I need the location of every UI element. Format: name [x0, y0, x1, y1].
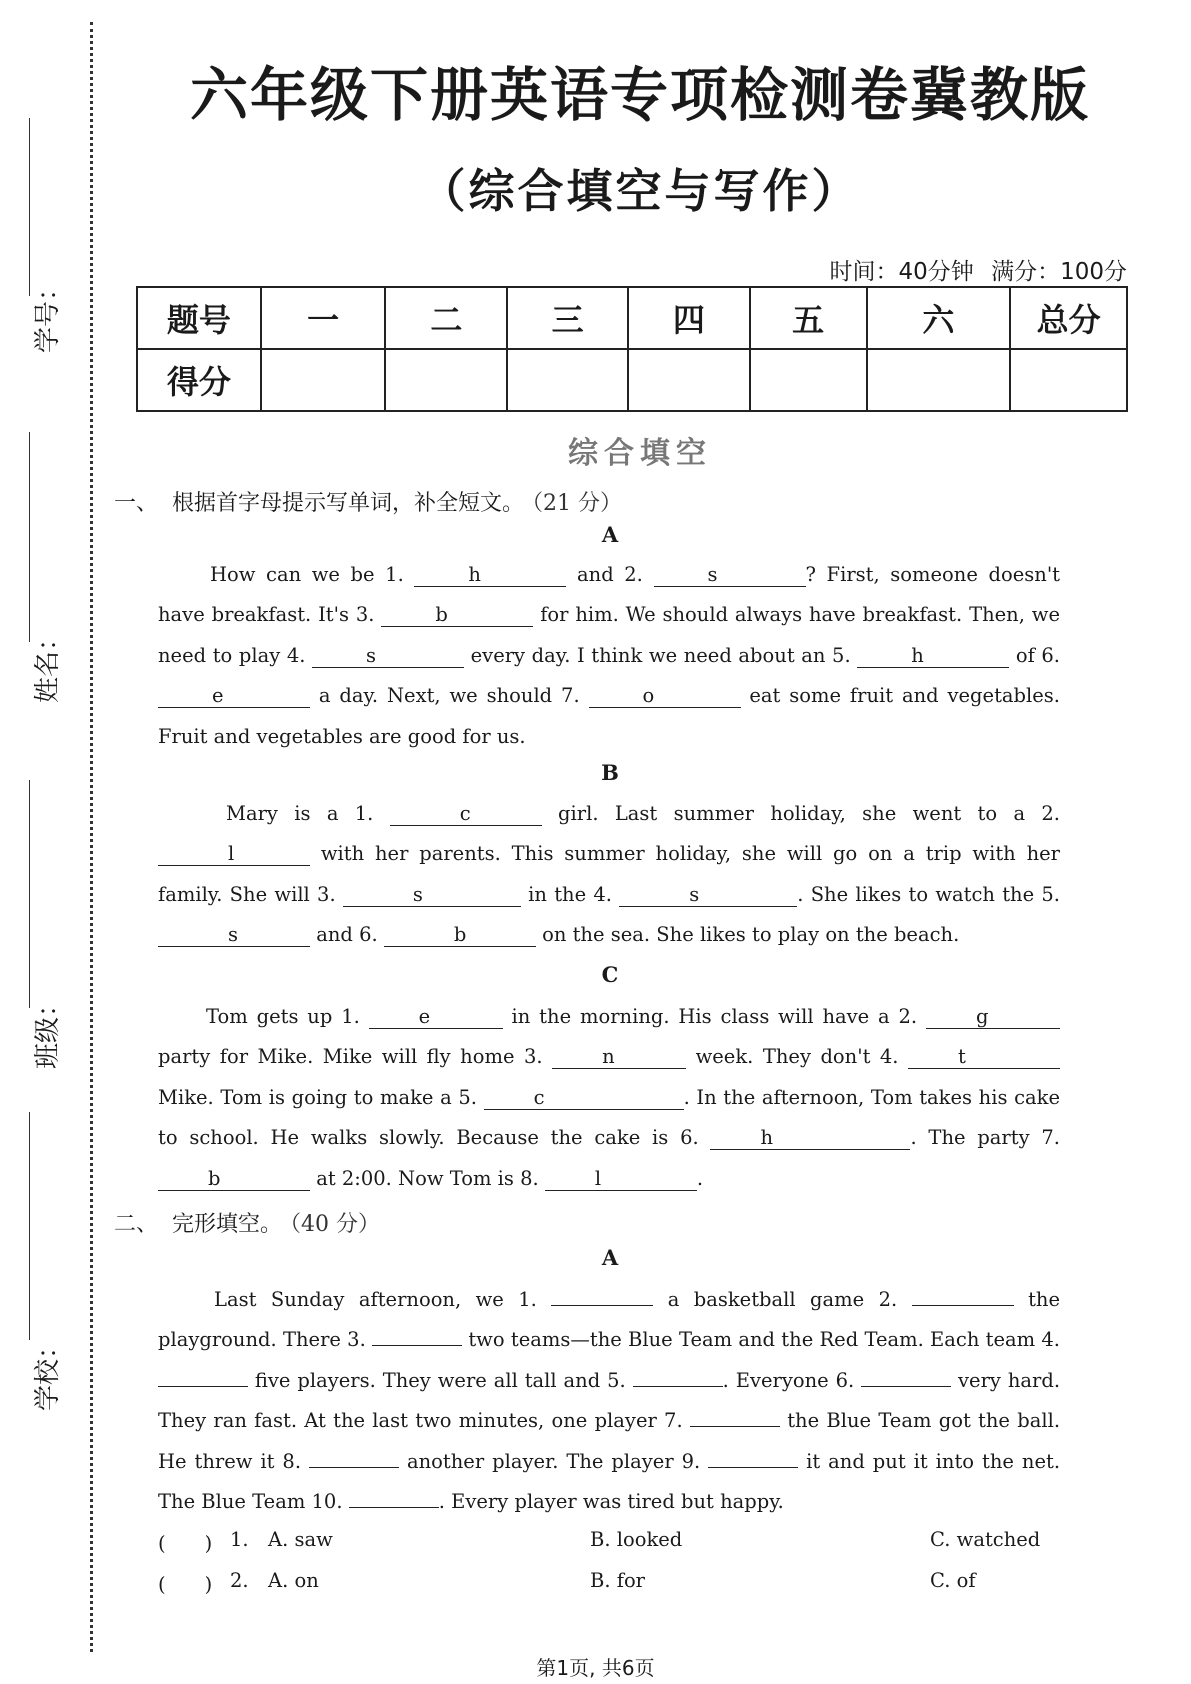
- name-label: 姓名：: [33, 624, 63, 703]
- choice-number: 2.: [230, 1569, 249, 1592]
- blank-1b-3[interactable]: s: [343, 884, 521, 907]
- cloze-blank-10[interactable]: [349, 1507, 439, 1508]
- passage-text: with her parents. This summer holiday, she will go on a trip with her family. She will 3.: [158, 842, 1060, 906]
- passage-text: . Everyone 6.: [722, 1368, 855, 1392]
- passage-text: Mike. Tom is going to make a 5.: [158, 1085, 477, 1109]
- passage-text: at 2:00. Now Tom is 8.: [316, 1166, 539, 1190]
- score-cell[interactable]: [385, 349, 507, 411]
- student-id-line: [29, 118, 30, 296]
- passage-text: on the sea. She likes to play on the beach.: [542, 923, 960, 947]
- passage-1b: [158, 794, 1060, 956]
- blank-1a-7[interactable]: o: [589, 685, 741, 708]
- class-line: [29, 780, 30, 1008]
- passage-text: eat some fruit and vegetables. Fruit and vegetables are good for us.: [158, 684, 1060, 748]
- blank-1a-1[interactable]: h: [414, 564, 566, 587]
- question-points: （21 分）: [532, 491, 623, 516]
- passage-text: the Blue Team got the ball. He threw it 8.: [158, 1409, 1061, 1473]
- passage-text: Mary is a 1.: [226, 802, 374, 825]
- cloze-blank-6[interactable]: [861, 1386, 951, 1387]
- score-table-header-row: [137, 287, 1127, 349]
- blank-1c-8[interactable]: l: [545, 1168, 697, 1191]
- question-instruction: 完形填空。: [172, 1212, 283, 1237]
- score-table-score-row: [137, 349, 1127, 411]
- blank-1c-1[interactable]: e: [369, 1006, 503, 1029]
- blank-1a-3[interactable]: b: [381, 604, 533, 627]
- header-cell: 六: [867, 287, 1011, 349]
- passage-2a: [158, 1280, 1060, 1522]
- full-score: 满分：100分: [991, 259, 1127, 285]
- passage-text: a basketball game 2.: [667, 1288, 898, 1311]
- blank-1a-2[interactable]: s: [654, 564, 806, 587]
- passage-text: . The party 7.: [910, 1126, 1060, 1150]
- question-1-title: [114, 486, 622, 517]
- question-points: （40 分）: [290, 1212, 381, 1237]
- blank-1c-4[interactable]: t: [908, 1046, 1060, 1069]
- option-b[interactable]: B. for: [590, 1569, 646, 1592]
- passage-text: it and put it into the net. The Blue Team 10.: [158, 1449, 1061, 1514]
- page-subtitle: （综合填空与写作）: [419, 164, 861, 218]
- score-cell[interactable]: [628, 349, 750, 411]
- passage-text: Tom gets up 1.: [206, 1005, 360, 1028]
- option-a[interactable]: A. on: [268, 1569, 319, 1592]
- header-cell: 题号: [137, 287, 261, 349]
- cloze-blank-9[interactable]: [708, 1467, 798, 1468]
- passage-text: Last Sunday afternoon, we 1.: [214, 1288, 537, 1311]
- question-number: 二、: [114, 1212, 159, 1237]
- passage-text: every day. I think we need about an 5.: [470, 643, 851, 667]
- cloze-blank-3[interactable]: [372, 1345, 462, 1346]
- binding-margin: [0, 0, 100, 1684]
- choice-options: [158, 1528, 1058, 1610]
- page-title: 六年级下册英语专项检测卷冀教版: [189, 61, 1090, 129]
- cloze-blank-4[interactable]: [158, 1386, 248, 1387]
- passage-text: How can we be 1.: [210, 563, 404, 586]
- option-b[interactable]: B. looked: [590, 1528, 683, 1551]
- passage-text: a day. Next, we should 7.: [318, 684, 580, 708]
- choice-row-2: [158, 1569, 1058, 1610]
- passage-text: and 6.: [316, 923, 378, 947]
- cloze-blank-7[interactable]: [690, 1426, 780, 1427]
- blank-1b-1[interactable]: c: [390, 803, 542, 826]
- passage-text: and 2.: [577, 563, 643, 586]
- blank-1b-6[interactable]: b: [384, 924, 536, 947]
- name-line: [29, 432, 30, 642]
- option-a[interactable]: A. saw: [268, 1528, 333, 1551]
- answer-bracket[interactable]: ( ): [158, 1573, 213, 1596]
- score-cell[interactable]: [750, 349, 867, 411]
- passage-text: of 6.: [1015, 643, 1060, 667]
- school-line: [29, 1112, 30, 1340]
- score-cell[interactable]: [1010, 349, 1127, 411]
- blank-1b-2[interactable]: l: [158, 843, 310, 866]
- passage-text: .: [696, 1166, 704, 1190]
- cloze-blank-5[interactable]: [633, 1386, 723, 1387]
- header-cell: 一: [261, 287, 386, 349]
- blank-1c-2[interactable]: g: [926, 1006, 1060, 1029]
- time-limit: 时间：40分钟: [829, 259, 974, 285]
- question-instruction: 根据首字母提示写单词，补全短文。: [172, 491, 525, 516]
- question-2-title: [114, 1207, 380, 1238]
- passage-label-1b: B: [601, 760, 619, 785]
- header-cell: 总分: [1010, 287, 1127, 349]
- blank-1a-5[interactable]: h: [857, 645, 1009, 668]
- header-cell: 二: [385, 287, 507, 349]
- choice-row-1: [158, 1528, 1058, 1569]
- blank-1a-4[interactable]: s: [312, 645, 464, 668]
- student-id-label: 学号：: [33, 274, 63, 353]
- passage-text: another player. The player 9.: [406, 1449, 701, 1473]
- blank-1c-5[interactable]: c: [484, 1087, 684, 1110]
- score-cell[interactable]: [867, 349, 1011, 411]
- exam-meta: [820, 253, 1128, 286]
- score-cell[interactable]: [261, 349, 386, 411]
- blank-1c-6[interactable]: h: [710, 1127, 910, 1150]
- passage-text: in the morning. His class will have a 2.: [511, 1005, 918, 1028]
- choice-number: 1.: [230, 1528, 249, 1551]
- passage-text: the playground. There 3.: [158, 1288, 1060, 1352]
- passage-1c: [158, 997, 1060, 1199]
- blank-1c-3[interactable]: n: [552, 1046, 686, 1069]
- question-number: 一、: [114, 491, 159, 516]
- score-table: [136, 286, 1128, 412]
- passage-text: ? First, someone doesn't have breakfast. It's 3.: [158, 563, 1061, 627]
- blank-1b-5[interactable]: s: [158, 924, 310, 947]
- blank-1b-4[interactable]: s: [619, 884, 797, 907]
- school-label: 学校：: [33, 1332, 63, 1411]
- blank-1c-7[interactable]: b: [158, 1168, 310, 1191]
- passage-text: . Every player was tired but happy.: [438, 1490, 784, 1514]
- score-row-label: 得分: [137, 349, 261, 411]
- passage-label-1a: A: [601, 522, 619, 547]
- passage-1a: [158, 555, 1060, 757]
- passage-text: girl. Last summer holiday, she went to a 2.: [558, 802, 1061, 825]
- header-cell: 三: [507, 287, 628, 349]
- passage-label-1c: C: [601, 962, 619, 987]
- passage-text: . In the afternoon, Tom takes his cake to school. He walks slowly. Because the cake is 6.: [158, 1085, 1060, 1150]
- cloze-blank-8[interactable]: [309, 1467, 399, 1468]
- passage-label-2a: A: [601, 1245, 619, 1270]
- section-heading: 综合填空: [568, 436, 712, 471]
- header-cell: 四: [628, 287, 750, 349]
- header-cell: 五: [750, 287, 867, 349]
- passage-text: for him. We should always have breakfast. Then, we need to play 4.: [158, 603, 1061, 667]
- passage-text: week. They don't 4.: [695, 1045, 899, 1069]
- passage-text: five players. They were all tall and 5.: [254, 1368, 626, 1392]
- binding-dotted-line: [90, 22, 93, 1652]
- score-cell[interactable]: [507, 349, 628, 411]
- passage-text: two teams—the Blue Team and the Red Team. Each team 4.: [468, 1328, 1061, 1352]
- passage-text: party for Mike. Mike will fly home 3.: [158, 1045, 543, 1069]
- passage-text: . She likes to watch the 5.: [797, 882, 1060, 906]
- option-c[interactable]: C. watched: [930, 1528, 1041, 1551]
- blank-1a-6[interactable]: e: [158, 685, 310, 708]
- page-footer: 第1页, 共6页: [536, 1656, 655, 1680]
- option-c[interactable]: C. of: [930, 1569, 976, 1592]
- answer-bracket[interactable]: ( ): [158, 1532, 213, 1555]
- passage-text: in the 4.: [528, 882, 612, 906]
- cloze-blank-2[interactable]: [912, 1305, 1014, 1306]
- cloze-blank-1[interactable]: [551, 1305, 653, 1306]
- class-label: 班级：: [33, 990, 63, 1069]
- passage-text: very hard. They ran fast. At the last two minutes, one player 7.: [158, 1368, 1061, 1433]
